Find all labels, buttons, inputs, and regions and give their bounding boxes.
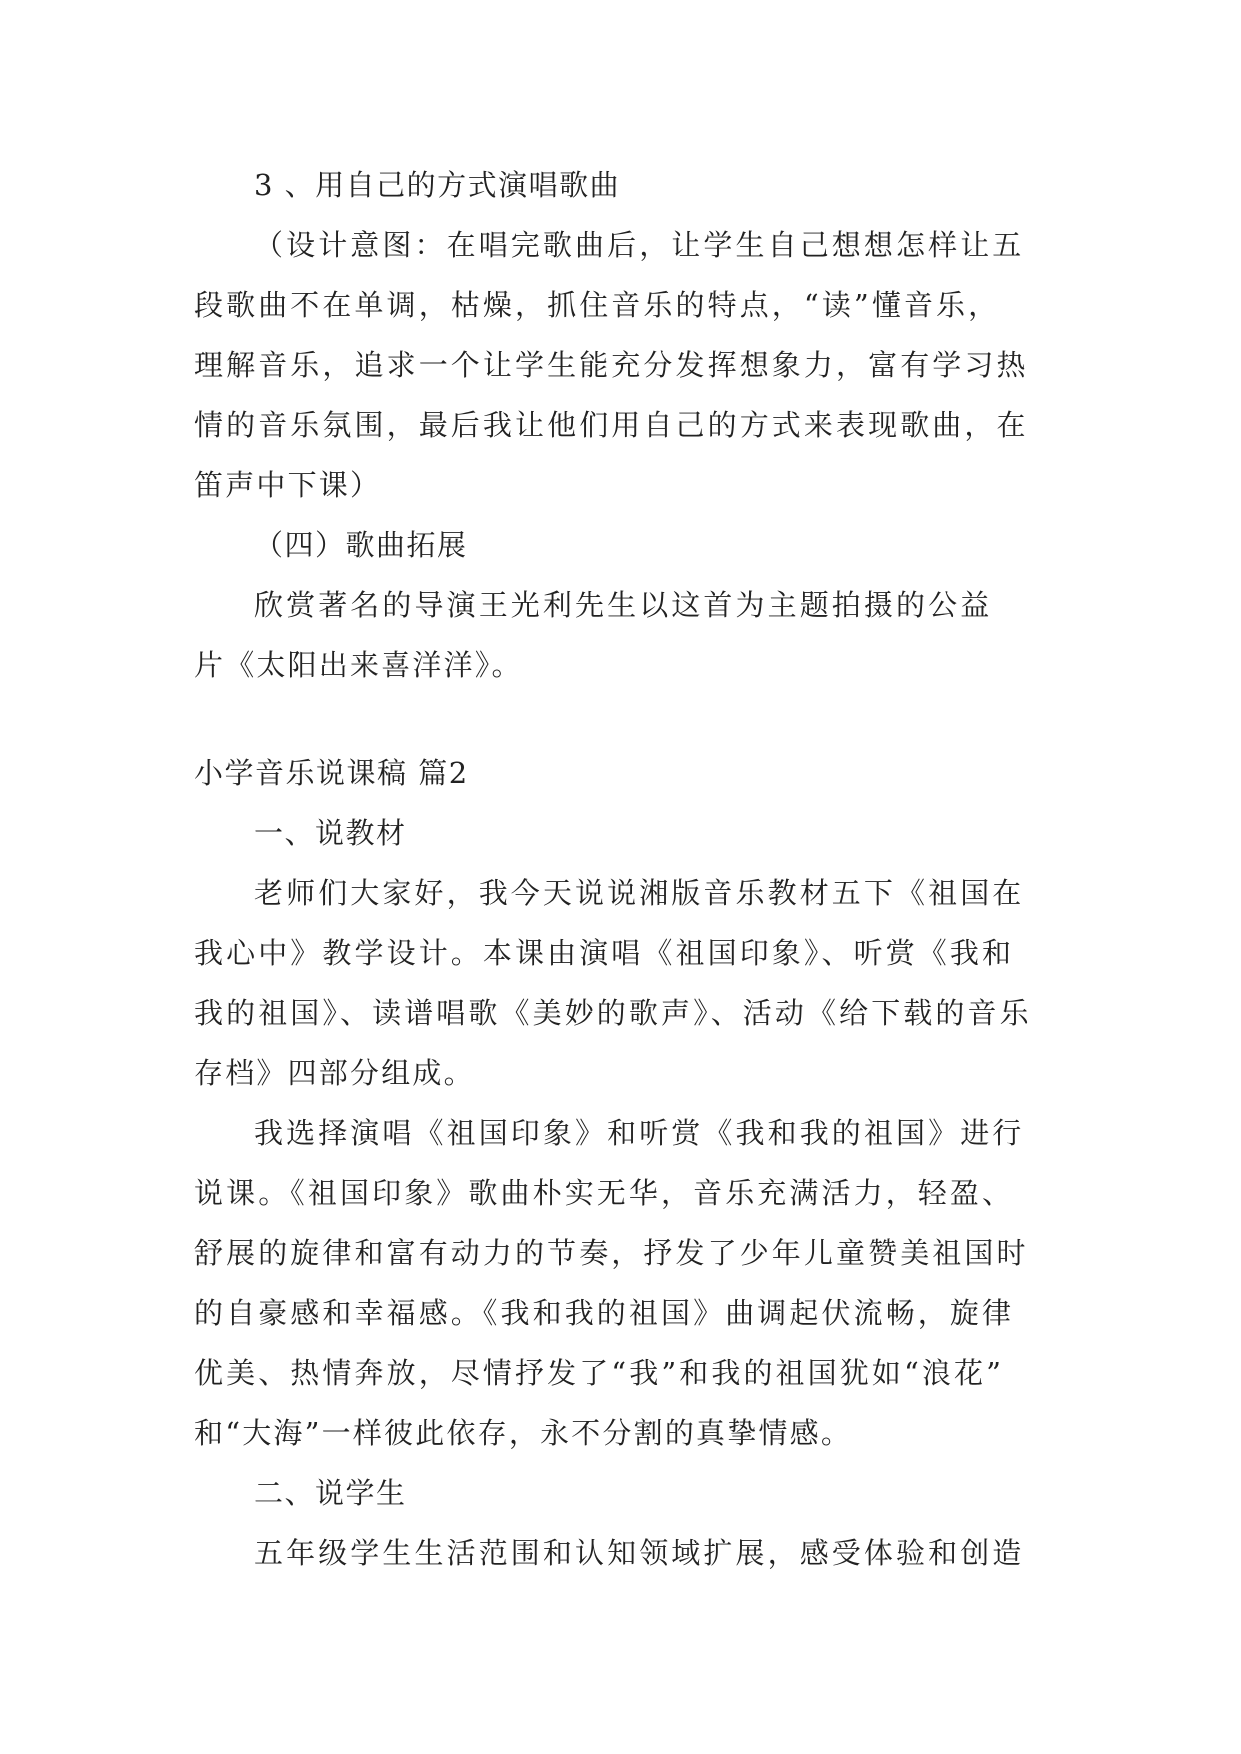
design-intent-line: 笛声中下课）	[194, 468, 382, 502]
song-paragraph-line: 说课。《祖国印象》歌曲朴实无华，音乐充满活力，轻盈、	[194, 1176, 1015, 1210]
song-paragraph-line: 舒展的旋律和富有动力的节奏，抒发了少年儿童赞美祖国时	[194, 1236, 1029, 1270]
part-4-heading: （四）歌曲拓展	[254, 528, 468, 562]
song-paragraph-line: 优美、热情奔放，尽情抒发了“我”和我的祖国犹如“浪花”	[194, 1356, 1005, 1390]
design-intent-line: 理解音乐，追求一个让学生能充分发挥想象力，富有学习热	[194, 348, 1029, 382]
heading-textbook: 一、说教材	[254, 816, 407, 850]
heading-students: 二、说学生	[254, 1476, 407, 1510]
part-4-paragraph-line: 片《太阳出来喜洋洋》。	[194, 648, 523, 682]
textbook-paragraph-line: 存档》四部分组成。	[194, 1056, 475, 1090]
design-intent-line: 情的音乐氛围，最后我让他们用自己的方式来表现歌曲，在	[194, 408, 1029, 442]
part-4-paragraph-line: 欣赏著名的导演王光利先生以这首为主题拍摄的公益	[254, 588, 993, 622]
item-3-heading: 3 、用自己的方式演唱歌曲	[254, 168, 621, 202]
design-intent-line: （设计意图：在唱完歌曲后，让学生自己想想怎样让五	[254, 228, 1025, 262]
textbook-paragraph-line: 我心中》教学设计。本课由演唱《祖国印象》、听赏《我和	[194, 936, 1015, 970]
textbook-paragraph-line: 我的祖国》、读谱唱歌《美妙的歌声》、活动《给下载的音乐	[194, 996, 1032, 1030]
song-paragraph-line: 和“大海”一样彼此依存，永不分割的真挚情感。	[194, 1416, 853, 1450]
song-paragraph-line: 我选择演唱《祖国印象》和听赏《我和我的祖国》进行	[254, 1116, 1025, 1150]
textbook-paragraph-line: 老师们大家好，我今天说说湘版音乐教材五下《祖国在	[254, 876, 1025, 910]
song-paragraph-line: 的自豪感和幸福感。《我和我的祖国》曲调起伏流畅，旋律	[194, 1296, 1015, 1330]
students-paragraph-line: 五年级学生生活范围和认知领域扩展，感受体验和创造	[254, 1536, 1025, 1570]
section-title: 小学音乐说课稿 篇2	[194, 756, 469, 790]
design-intent-line: 段歌曲不在单调，枯燥，抓住音乐的特点，“读”懂音乐，	[194, 288, 1001, 322]
